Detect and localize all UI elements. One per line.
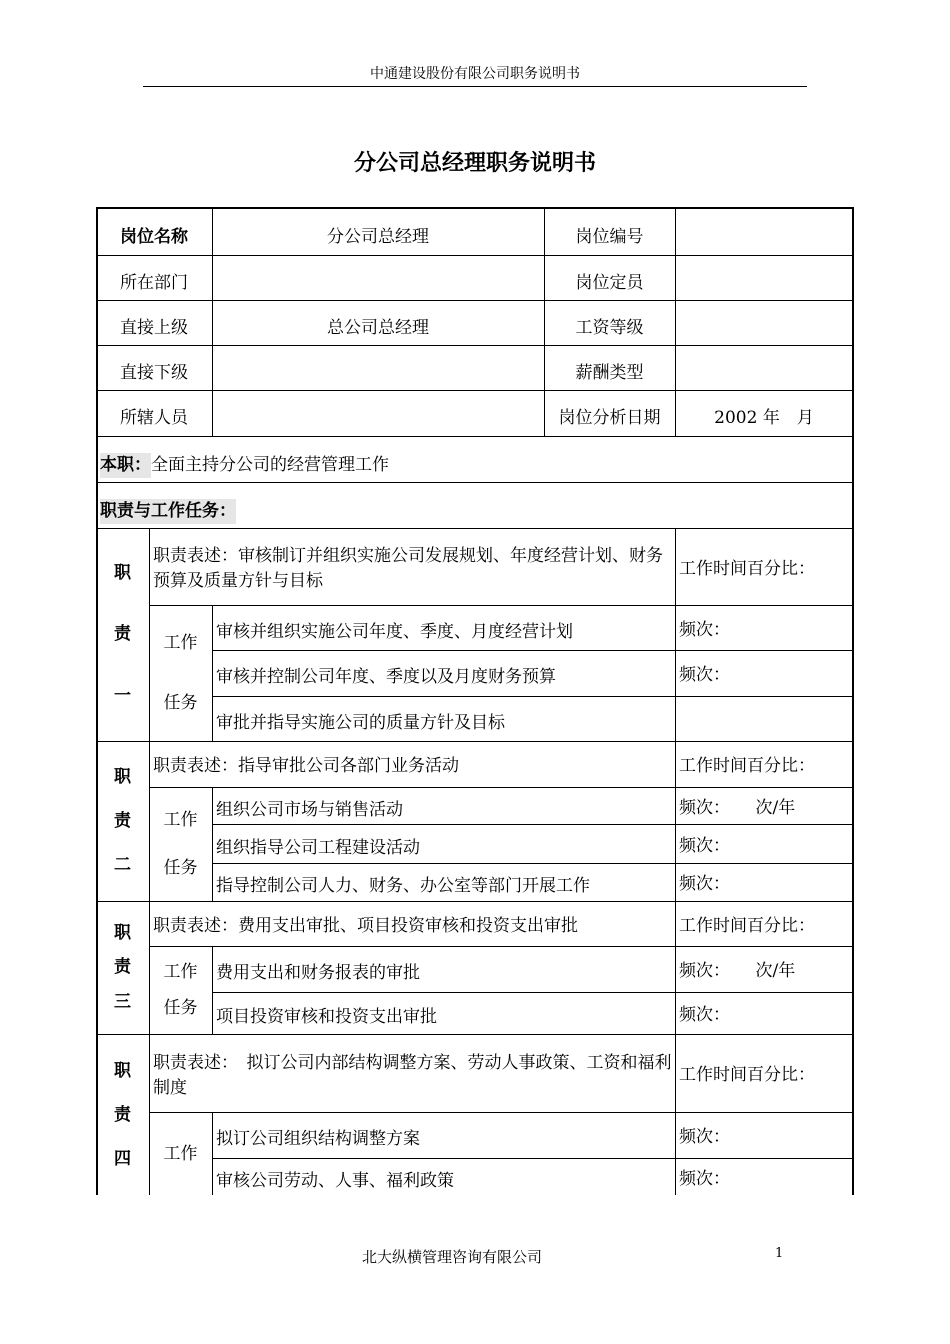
field-value: 2002 年 月	[714, 408, 814, 428]
duty-label-char: 职	[114, 563, 131, 584]
duty-label-char: 责	[114, 1104, 131, 1125]
duty-label-char: 一	[114, 685, 131, 706]
duty-label-1	[96, 529, 149, 741]
field-value	[212, 346, 544, 390]
task-frequency: 频次：	[679, 1168, 730, 1189]
field-label: 岗位定员	[575, 272, 644, 293]
task-label	[149, 1113, 212, 1195]
work-time-percent: 工作时间百分比：	[679, 558, 815, 579]
field-label: 直接下级	[120, 362, 188, 383]
task-item: 审批并指导实施公司的质量方针及目标	[216, 712, 505, 733]
duties-title-row	[96, 483, 853, 528]
field-label: 所辖人员	[120, 408, 188, 428]
table-rule-v	[149, 901, 150, 1034]
benzhi-text: 全面主持分公司的经营管理工作	[151, 455, 389, 475]
task-label-word: 任务	[163, 858, 198, 879]
work-time-percent: 工作时间百分比：	[679, 915, 815, 936]
task-label	[149, 788, 212, 901]
duty-label-char: 职	[114, 767, 131, 788]
duty-label-char: 四	[114, 1148, 131, 1169]
field-value	[212, 256, 544, 300]
duty-label-char: 三	[114, 992, 131, 1013]
field-label: 直接上级	[120, 317, 188, 338]
table-rule-v	[212, 605, 213, 741]
field-value	[675, 301, 853, 345]
table-rule-v	[212, 208, 213, 436]
task-frequency: 频次：	[679, 1127, 730, 1147]
page-title: 分公司总经理职务说明书	[353, 151, 596, 176]
table-rule-v	[675, 901, 676, 1034]
duties-title: 职责与工作任务：	[100, 499, 236, 524]
duty-label-char: 二	[114, 854, 131, 875]
duty-description: 职责表述：指导审批公司各部门业务活动	[153, 756, 459, 776]
task-frequency: 频次：	[679, 619, 730, 640]
task-frequency: 频次： 次/年	[679, 797, 796, 818]
task-label	[149, 606, 212, 741]
task-item: 项目投资审核和投资支出审批	[216, 1007, 437, 1027]
duty-label-char: 责	[114, 810, 131, 831]
task-item: 组织公司市场与销售活动	[216, 799, 403, 820]
task-frequency	[675, 697, 853, 741]
table-rule-v	[96, 207, 98, 1195]
benzhi-label: 本职：	[100, 453, 151, 478]
task-label-word: 任务	[163, 997, 198, 1018]
field-label: 岗位名称	[120, 226, 188, 247]
table-rule-v	[675, 528, 676, 741]
duty-label-char: 责	[114, 957, 131, 978]
table-rule-v	[675, 208, 676, 436]
duty-description: 职责表述：审核制订并组织实施公司发展规划、年度经营计划、财务预算及质量方针与目标	[153, 546, 663, 591]
field-value	[675, 346, 853, 390]
task-frequency: 频次：	[679, 665, 730, 685]
task-item: 拟订公司组织结构调整方案	[216, 1129, 420, 1149]
table-rule-v	[544, 208, 545, 436]
field-label: 岗位编号	[575, 226, 644, 247]
duty-description: 职责表述：费用支出审批、项目投资审核和投资支出审批	[153, 915, 578, 936]
table-rule-v	[212, 946, 213, 1034]
task-label-word: 工作	[163, 809, 198, 830]
field-value	[675, 256, 853, 300]
task-item: 审核并组织实施公司年度、季度、月度经营计划	[216, 621, 573, 642]
field-value: 分公司总经理	[327, 226, 429, 247]
field-label: 薪酬类型	[575, 362, 644, 383]
duty-label-char: 职	[114, 1060, 131, 1081]
task-frequency: 频次： 次/年	[679, 961, 796, 981]
field-label: 所在部门	[120, 272, 188, 293]
table-rule-v	[149, 1034, 150, 1195]
field-label: 岗位分析日期	[558, 408, 661, 428]
work-time-percent: 工作时间百分比：	[679, 756, 815, 776]
task-label-word: 工作	[163, 1143, 198, 1164]
task-item: 指导控制公司人力、财务、办公室等部门开展工作	[216, 876, 590, 896]
duty-description: 职责表述： 拟订公司内部结构调整方案、劳动人事政策、工资和福利制度	[153, 1052, 672, 1098]
task-item: 审核并控制公司年度、季度以及月度财务预算	[216, 667, 556, 687]
field-value: 总公司总经理	[327, 317, 429, 338]
field-value	[675, 209, 853, 255]
task-item: 组织指导公司工程建设活动	[216, 837, 420, 858]
duty-label-char: 责	[114, 624, 131, 645]
table-rule-v	[675, 741, 676, 901]
duty-label-3	[96, 902, 149, 1034]
table-rule-v	[675, 1034, 676, 1195]
benzhi-row	[96, 437, 853, 482]
task-item: 审核公司劳动、人事、福利政策	[216, 1170, 454, 1191]
task-frequency: 频次：	[679, 835, 730, 856]
table-rule-v	[149, 528, 150, 741]
duty-label-char: 职	[114, 922, 131, 943]
table-rule-v	[852, 207, 854, 1195]
table-rule-v	[212, 787, 213, 901]
task-frequency: 频次：	[679, 1005, 730, 1025]
page-header: 中通建设股份有限公司职务说明书	[143, 64, 807, 87]
task-label-word: 工作	[163, 962, 198, 983]
task-label-word: 任务	[163, 692, 198, 713]
task-label	[149, 947, 212, 1034]
footer-company: 北大纵横管理咨询有限公司	[362, 1248, 543, 1266]
duty-label-2	[96, 742, 149, 901]
table-rule-v	[149, 741, 150, 901]
task-frequency: 频次：	[679, 874, 730, 894]
field-value	[212, 391, 544, 436]
task-label-word: 工作	[163, 633, 198, 654]
footer-page-number: 1	[775, 1246, 784, 1261]
work-time-percent: 工作时间百分比：	[679, 1065, 815, 1085]
table-rule-v	[212, 1112, 213, 1195]
task-item: 费用支出和财务报表的审批	[216, 963, 420, 983]
duty-label-4	[96, 1035, 149, 1195]
field-label: 工资等级	[575, 317, 644, 338]
